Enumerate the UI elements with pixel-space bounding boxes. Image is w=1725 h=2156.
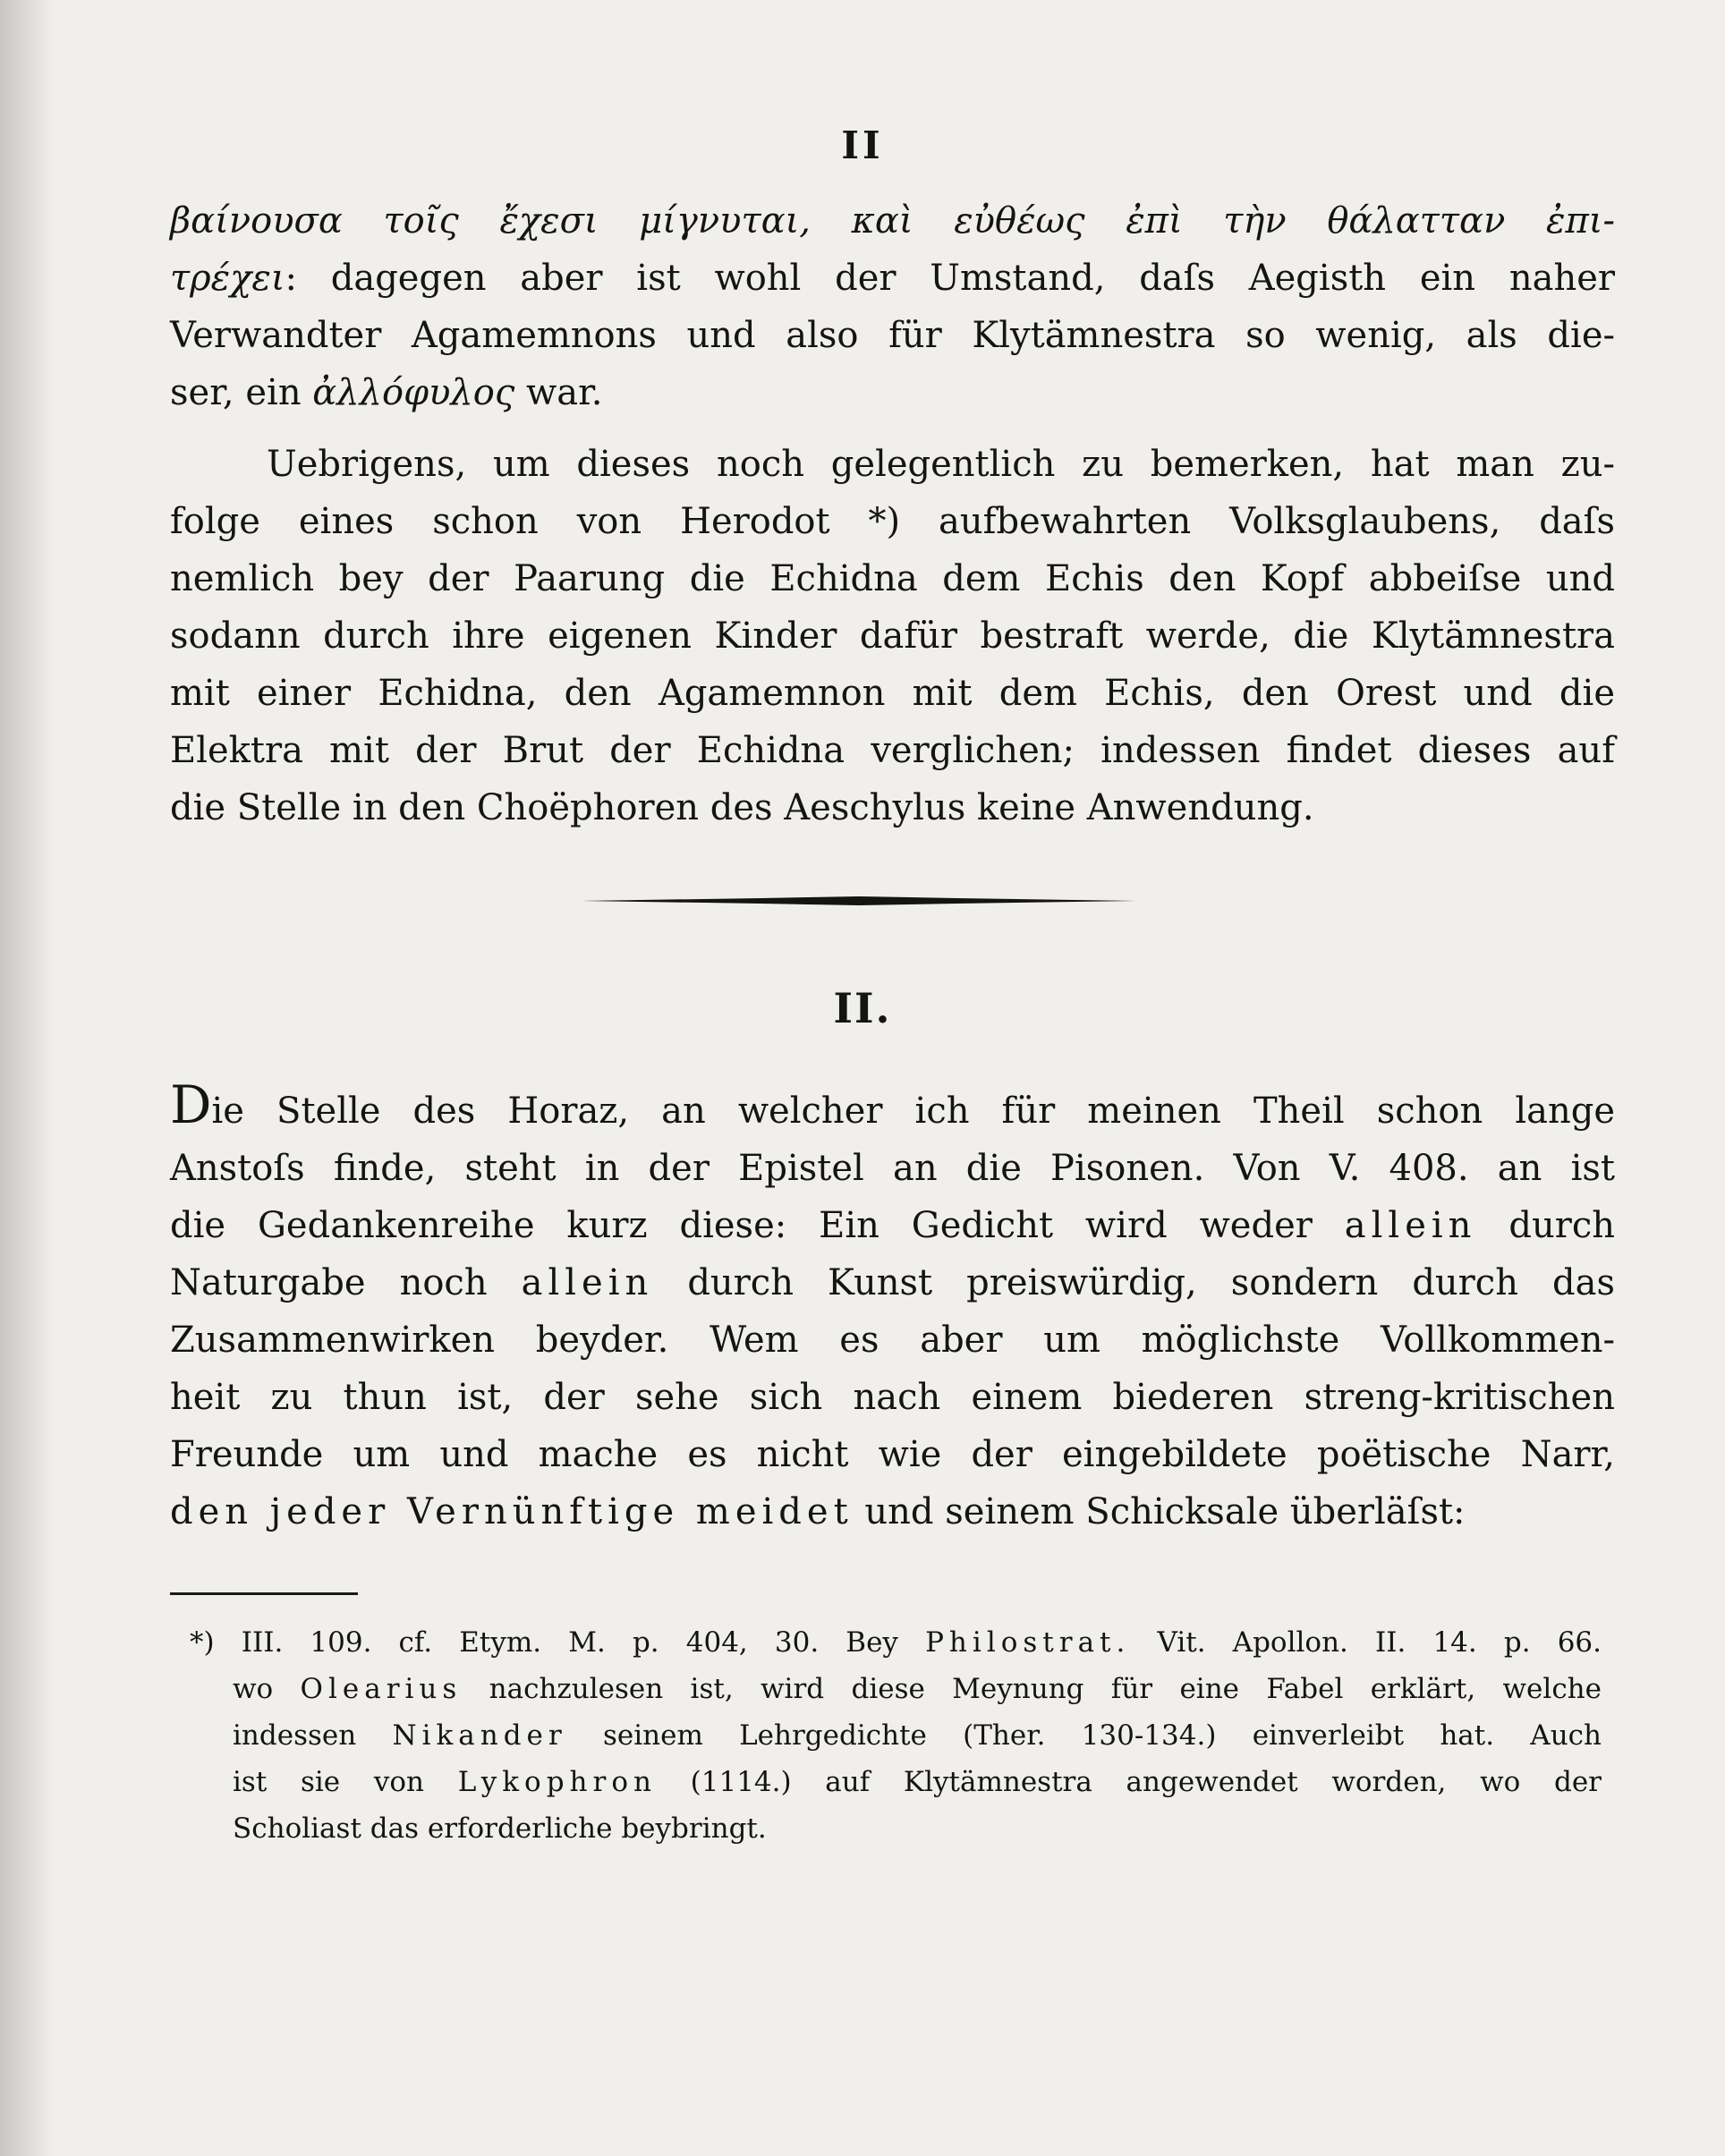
text-fragment: die Gedankenreihe kurz diese: Ein Gedicht wird weder [170,1205,1345,1246]
emphasis-spaced: Nikander [392,1719,567,1752]
text-line [170,250,1615,307]
text-line [170,1197,1615,1254]
text-fragment: indessen [233,1719,393,1752]
drop-cap: D [170,1074,212,1135]
text-line [170,1254,1615,1311]
footnote-rule [170,1592,358,1595]
footnote [190,1619,1602,1852]
emphasis-spaced: allein [521,1262,654,1303]
text-fragment: seinem Lehrgedichte (Ther. 130-134.) einverleibt hat. Auch [566,1719,1602,1752]
section-divider-rule [582,895,1136,907]
emphasis-spaced: Philostrat. [925,1626,1131,1659]
text-fragment: wo [233,1673,301,1705]
text-fragment: durch Kunst preiswürdig, sondern durch das [653,1262,1615,1303]
text-line: folge eines schon von Herodot *) aufbewahrten Volksglaubens, daſs [170,501,1615,542]
text-line: Freunde um und mache es nicht wie der eingebildete poëtische Narr, [170,1434,1615,1475]
text-line: nemlich bey der Paarung die Echidna dem Echis den Kopf abbeiſse und [170,558,1615,599]
paragraph-section-ii [170,1074,1615,1541]
text-line: βαίνουσα τοῖς ἔχεσι μίγνυται, καὶ εὐθέως ἐπὶ τὴν θάλατταν ἐπι- [170,200,1615,242]
footnote-line [233,1666,1602,1712]
paragraph-continuation [170,192,1615,421]
emphasis-spaced: den jeder Vernünftige meidet [170,1491,854,1532]
emphasis-spaced: Lykophron [457,1766,657,1798]
text-line: mit einer Echidna, den Agamemnon mit dem Echis, den Orest und die [170,673,1615,714]
greek-word: ἀλλόφυλος [312,372,515,413]
text-fragment: Naturgabe noch [170,1262,522,1303]
page-edge-shadow [0,0,54,2156]
footnote-line [190,1619,1602,1666]
emphasis-spaced: Olearius [300,1673,463,1705]
page-number: II [841,123,884,167]
text-fragment: ist sie von [233,1766,458,1798]
footnote-line [233,1712,1602,1759]
text-line [170,364,1615,421]
text-line: Elektra mit der Brut der Echidna verglichen; indessen findet dieses auf [170,730,1615,771]
paragraph-uebrigens [170,436,1615,836]
text-fragment: und seinem Schicksale überläſst: [853,1491,1466,1532]
text-line: heit zu thun ist, der sehe sich nach einem biederen streng-kritischen [170,1377,1615,1418]
text-fragment: *) III. 109. cf. Etym. M. p. 404, 30. Bey [190,1626,926,1659]
section-heading: II. [833,984,892,1032]
text-line [170,1074,1615,1140]
text-line: sodann durch ihre eigenen Kinder dafür bestraft werde, die Klytämnestra [170,615,1615,657]
text-line: Uebrigens, um dieses noch gelegentlich zu bemerken, hat man zu- [267,444,1615,485]
text-fragment: ie Stelle des Horaz, an welcher ich für meinen Theil schon lange [211,1091,1615,1132]
text-fragment: ser, ein [170,372,313,413]
text-line: die Stelle in den Choëphoren des Aeschylus keine Anwendung. [170,787,1314,828]
text-fragment: (1114.) auf Klytämnestra angewendet worden, wo der [656,1766,1602,1798]
text-line: Zusammenwirken beyder. Wem es aber um möglichste Vollkommen- [170,1320,1615,1361]
text-line [170,1483,1615,1541]
emphasis-spaced: allein [1344,1205,1477,1246]
footnote-line [233,1759,1602,1805]
text-fragment: durch [1476,1205,1615,1246]
text-line: Verwandter Agamemnons und also für Klytämnestra so wenig, als die- [170,315,1615,356]
greek-word: τρέχει [170,258,285,299]
text-fragment: war. [514,372,603,413]
text-fragment: Vit. Apollon. II. 14. p. 66. [1130,1626,1602,1659]
footnote-line: Scholiast das erforderliche beybringt. [233,1812,767,1845]
text-line-german: : dagegen aber ist wohl der Umstand, daſs Aegisth ein naher [285,258,1615,299]
text-fragment: nachzulesen ist, wird diese Meynung für eine Fabel erklärt, welche [462,1673,1602,1705]
text-line: Anstoſs finde, steht in der Epistel an die Pisonen. Von V. 408. an ist [170,1148,1615,1189]
